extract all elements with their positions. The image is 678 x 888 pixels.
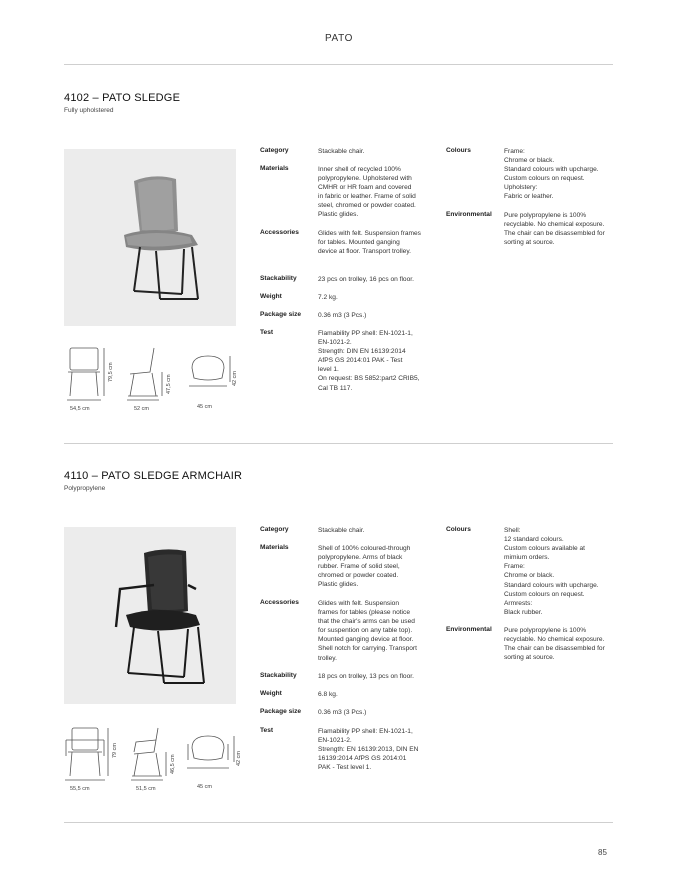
spec-value-stackability: 23 pcs on trolley, 16 pcs on floor. [318, 276, 414, 283]
product-title: 4110 – PATO SLEDGE ARMCHAIR [64, 470, 243, 482]
spec-value-test: Flamability PP shell: EN-1021-1, EN-1021-2. Strength: EN 16139:2013, DIN EN 16139:2014 AfPS GS 2014:01 PAK - Test level 1. [318, 728, 419, 772]
dim-depth: 52 cm [134, 406, 149, 412]
spec-value-weight: 6.8 kg. [318, 691, 338, 698]
product-subtitle: Polypropylene [64, 485, 106, 492]
dim-seat-width: 45 cm [197, 404, 212, 410]
dim-height: 79,5 cm [108, 362, 114, 382]
spec-label-weight: Weight [260, 690, 282, 697]
spec-label-test: Test [260, 727, 274, 734]
product-subtitle: Fully upholstered [64, 107, 114, 114]
spec-label-materials: Materials [260, 544, 289, 551]
dim-seat-width: 45 cm [197, 784, 212, 790]
spec-label-accessories: Accessories [260, 229, 299, 236]
dim-seat-height: 47,5 cm [166, 374, 172, 394]
dim-seat-height: 46,5 cm [170, 754, 176, 774]
spec-value-weight: 7.2 kg. [318, 294, 338, 301]
header-divider [64, 64, 613, 65]
dim-height: 79 cm [112, 743, 118, 758]
spec-label-package-size: Package size [260, 708, 302, 715]
spec-value-environmental: Pure polypropylene is 100% recyclable. No chemical exposure. The chair can be disassembled for sorting at source. [504, 627, 605, 662]
spec-label-stackability: Stackability [260, 672, 297, 679]
spec-value-test: Flamability PP shell: EN-1021-1, EN-1021-2. Strength: DIN EN 16139:2014 AfPS GS 2014:01 PAK - Test level 1. On request: BS 5852:part2 CRIB5, Cal TB 117. [318, 330, 420, 392]
product-photo [64, 149, 236, 326]
spec-value-package-size: 0.36 m3 (3 Pcs.) [318, 709, 367, 716]
section-divider [64, 443, 613, 444]
spec-label-test: Test [260, 329, 274, 336]
footer-divider [64, 822, 613, 823]
upholstered-chair-image [64, 149, 236, 326]
page-header-title: PATO [325, 33, 353, 44]
spec-value-accessories: Glides with felt. Suspension frames for tables. Mounted ganging device at floor. Transport trolley. [318, 230, 421, 256]
armchair-image [64, 527, 236, 704]
spec-label-colours: Colours [446, 147, 471, 154]
product-photo [64, 527, 236, 704]
dim-arm-height: 42 cm [232, 371, 238, 386]
page-number: 85 [598, 848, 607, 857]
spec-value-colours: Shell: 12 standard colours. Custom colours available at mimium orders. Frame: Chrome or black. Standard colours with upcharge. Custom colours on request. Armrests: Black rubber. [504, 527, 599, 616]
spec-value-category: Stackable chair. [318, 148, 365, 155]
dim-depth: 51,5 cm [136, 786, 156, 792]
dimension-drawings [64, 342, 264, 414]
spec-label-environmental: Environmental [446, 626, 492, 633]
spec-value-colours: Frame: Chrome or black. Standard colours with upcharge. Custom colours on request. Upholstery: Fabric or leather. [504, 148, 599, 201]
product-title: 4102 – PATO SLEDGE [64, 92, 181, 104]
spec-label-stackability: Stackability [260, 275, 297, 282]
spec-label-materials: Materials [260, 165, 289, 172]
spec-value-accessories: Glides with felt. Suspension frames for tables (please notice that the chair's arms can be used for suspention on any table top). Mounted ganging device at floor. Shell notch for carrying. Transport trolley. [318, 600, 417, 662]
spec-label-package-size: Package size [260, 311, 302, 318]
spec-label-environmental: Environmental [446, 211, 492, 218]
spec-label-category: Category [260, 147, 289, 154]
spec-label-weight: Weight [260, 293, 282, 300]
spec-label-accessories: Accessories [260, 599, 299, 606]
spec-value-category: Stackable chair. [318, 527, 365, 534]
spec-label-category: Category [260, 526, 289, 533]
spec-label-colours: Colours [446, 526, 471, 533]
spec-value-materials: Shell of 100% coloured-through polypropylene. Arms of black rubber. Frame of solid steel, chromed or powder coated. Plastic glides. [318, 545, 411, 589]
dim-width: 54,5 cm [70, 406, 90, 412]
spec-value-stackability: 18 pcs on trolley, 13 pcs on floor. [318, 673, 414, 680]
dim-arm-height: 42 cm [236, 751, 242, 766]
dimension-drawings [64, 722, 264, 794]
spec-value-package-size: 0.36 m3 (3 Pcs.) [318, 312, 367, 319]
spec-value-environmental: Pure polypropylene is 100% recyclable. No chemical exposure. The chair can be disassembled for sorting at source. [504, 212, 605, 247]
spec-value-materials: Inner shell of recycled 100% polypropylene. Upholstered with CMHR or HR foam and covered in fabric or leather. Frame of solid steel, chromed or powder coated. Plastic glides. [318, 166, 416, 219]
dim-width: 55,5 cm [70, 786, 90, 792]
